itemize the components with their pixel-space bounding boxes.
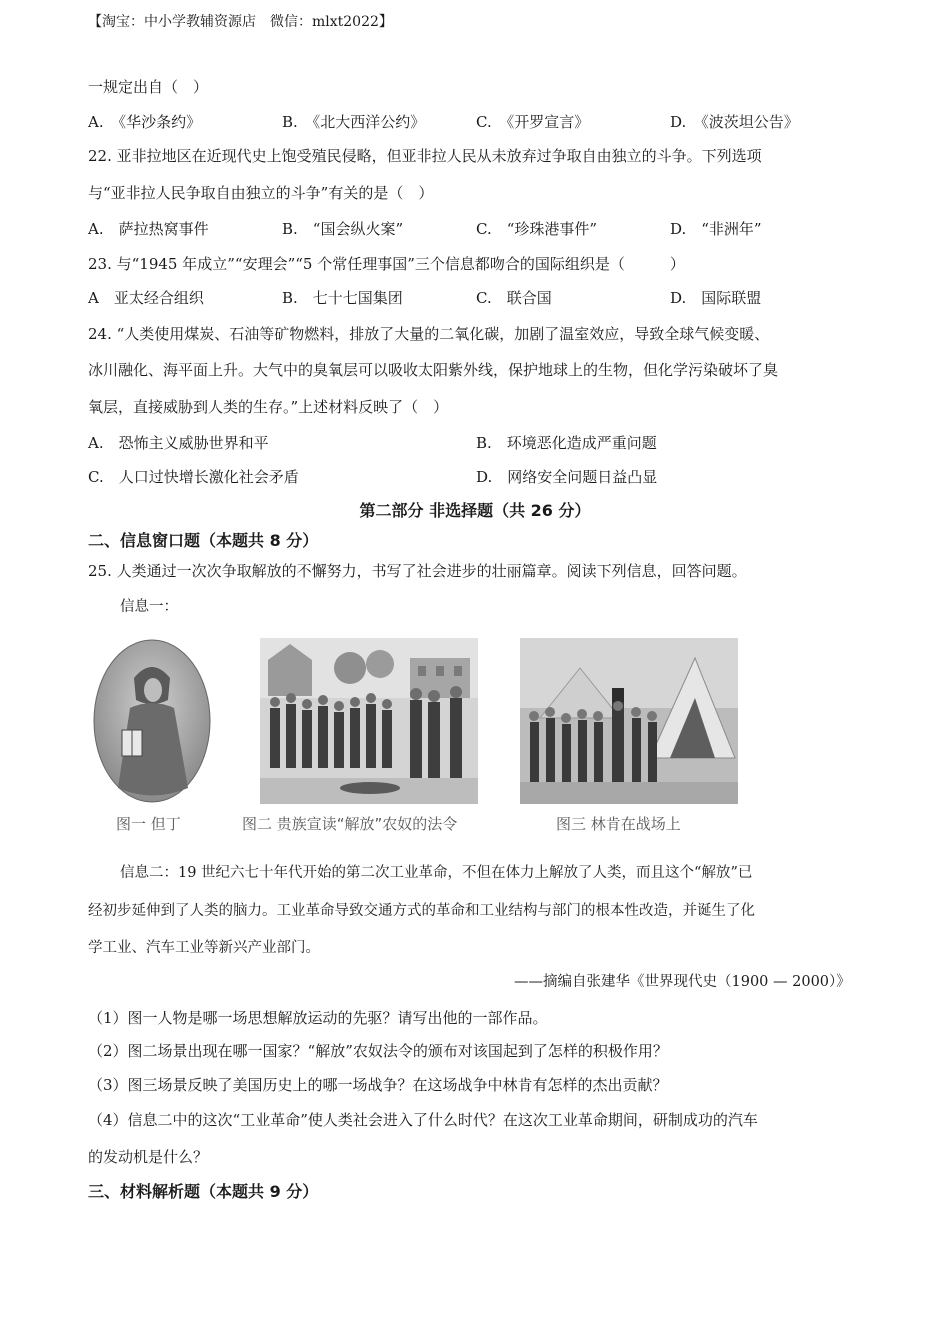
q23-option-a: A 亚太经合组织	[88, 289, 204, 307]
q24-option-b: B. 环境恶化造成严重问题	[476, 434, 657, 452]
q23-option-b: B. 七十七国集团	[282, 289, 403, 307]
q21-option-c: C. 《开罗宣言》	[476, 113, 590, 131]
caption-figure2: 图二 贵族宣读“解放”农奴的法令	[242, 815, 458, 833]
info2-source: ——摘编自张建华《世界现代史（1900 — 2000）》	[514, 974, 851, 990]
caption-figure3: 图三 林肯在战场上	[556, 815, 681, 833]
q21-option-d: D. 《波茨坦公告》	[670, 113, 799, 131]
q25-sub1: （1）图一人物是哪一场思想解放运动的先驱？请写出他的一部作品。	[88, 1009, 548, 1027]
q25-sub3: （3）图三场景反映了美国历史上的哪一场战争？在这场战争中林肯有怎样的杰出贡献？	[88, 1076, 668, 1094]
q22-option-a: A. 萨拉热窝事件	[88, 220, 209, 238]
section3-title: 三、材料解析题（本题共 9 分）	[88, 1182, 319, 1201]
figure-dante-image	[92, 638, 212, 804]
q23-option-d: D. 国际联盟	[670, 289, 762, 307]
q24-stem-line3: 氧层，直接威胁到人类的生存。”上述材料反映了（ ）	[88, 398, 449, 416]
q24-option-d: D. 网络安全问题日益凸显	[476, 468, 658, 486]
info2-line3: 学工业、汽车工业等新兴产业部门。	[88, 940, 320, 956]
q25-intro: 25. 人类通过一次次争取解放的不懈努力，书写了社会进步的壮丽篇章。阅读下列信息，回答问题。	[88, 562, 747, 580]
info1-label: 信息一：	[120, 599, 178, 615]
figure-lincoln-image	[520, 638, 738, 804]
q25-sub2: （2）图二场景出现在哪一国家？“解放”农奴法令的颁布对该国起到了怎样的积极作用？	[88, 1042, 668, 1060]
figure-emancipation-image	[260, 638, 478, 804]
q23-option-c: C. 联合国	[476, 289, 552, 307]
dante-portrait-icon	[92, 638, 212, 804]
q21-option-a: A. 《华沙条约》	[88, 113, 202, 131]
part2-title: 第二部分 非选择题（共 26 分）	[359, 501, 591, 520]
q25-sub4-line2: 的发动机是什么？	[88, 1148, 209, 1166]
q23-stem: 23. 与“1945 年成立”“安理会”“5 个常任理事国”三个信息都吻合的国际组织是（ ）	[88, 255, 685, 273]
q24-option-c: C. 人口过快增长激化社会矛盾	[88, 468, 299, 486]
emancipation-scene-icon	[260, 638, 478, 804]
section2-title: 二、信息窗口题（本题共 8 分）	[88, 531, 319, 550]
info2-line1: 信息二：19 世纪六七十年代开始的第二次工业革命，不但在体力上解放了人类，而且这个“解放”已	[120, 865, 753, 881]
q22-option-b: B. “国会纵火案”	[282, 220, 404, 238]
q24-stem-line1: 24. “人类使用煤炭、石油等矿物燃料，排放了大量的二氧化碳，加剧了温室效应，导致全球气候变暖、	[88, 325, 770, 343]
q21-option-b: B. 《北大西洋公约》	[282, 113, 426, 131]
q24-stem-line2: 冰川融化、海平面上升。大气中的臭氧层可以吸收太阳紫外线，保护地球上的生物，但化学污染破坏了臭	[88, 361, 779, 379]
info2-line2: 经初步延伸到了人类的脑力。工业革命导致交通方式的革命和工业结构与部门的根本性改造，并诞生了化	[88, 903, 755, 919]
lincoln-battlefield-icon	[520, 638, 738, 804]
q22-option-c: C. “珍珠港事件”	[476, 220, 598, 238]
page-header: 【淘宝：中小学教辅资源店 微信：mlxt2022】	[88, 14, 393, 30]
q24-option-a: A. 恐怖主义威胁世界和平	[88, 434, 269, 452]
q22-option-d: D. “非洲年”	[670, 220, 762, 238]
q21-stem-tail: 一规定出自（ ）	[88, 78, 209, 96]
q25-sub4-line1: （4）信息二中的这次“工业革命”使人类社会进入了什么时代？在这次工业革命期间，研制成功的汽车	[88, 1111, 758, 1129]
caption-figure1: 图一 但丁	[116, 815, 181, 833]
q22-stem-line2: 与“亚非拉人民争取自由独立的斗争”有关的是（ ）	[88, 184, 434, 202]
q22-stem-line1: 22. 亚非拉地区在近现代史上饱受殖民侵略，但亚非拉人民从未放弃过争取自由独立的斗争。下列选项	[88, 147, 762, 165]
